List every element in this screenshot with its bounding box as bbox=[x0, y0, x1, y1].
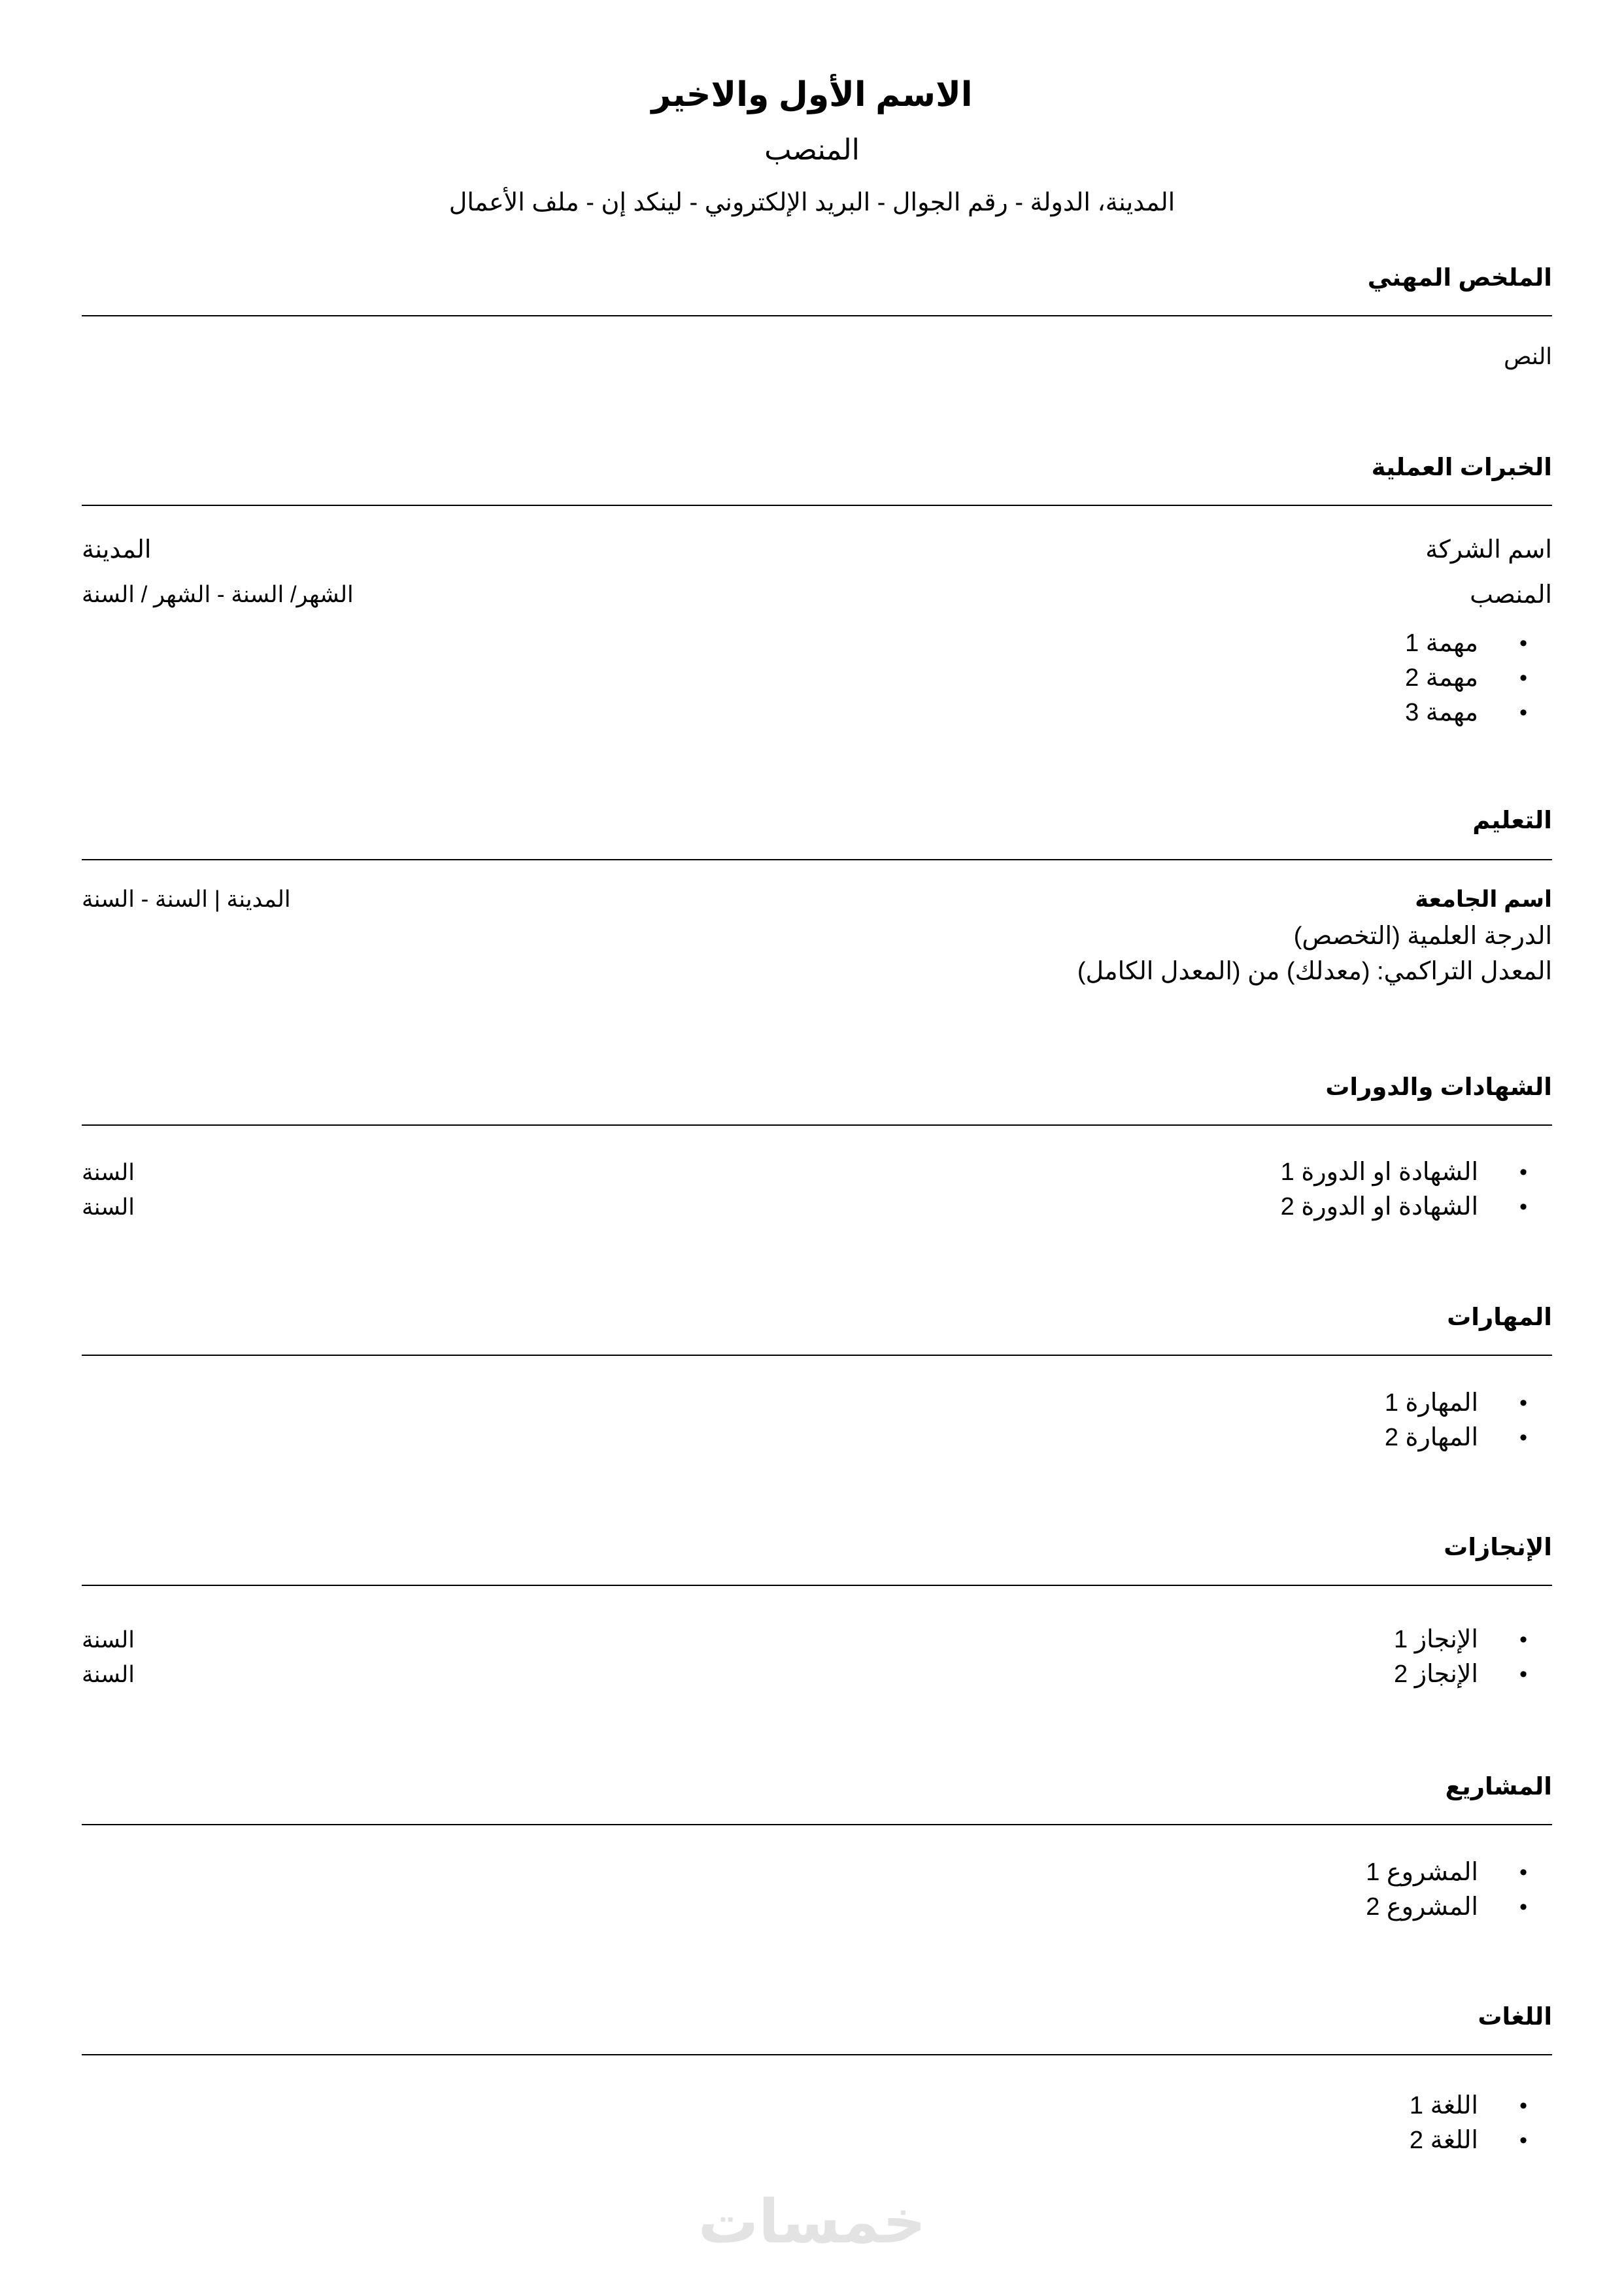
section-divider-education bbox=[82, 859, 1552, 860]
bullet-icon: • bbox=[1519, 700, 1527, 725]
achievement-year: السنة bbox=[82, 1662, 135, 1687]
achievement-year: السنة bbox=[82, 1627, 135, 1653]
task-text: مهمة 2 bbox=[1405, 664, 1478, 692]
list-item bbox=[1405, 696, 1527, 730]
language-text: اللغة 2 bbox=[1409, 2127, 1478, 2154]
bullet-icon: • bbox=[1519, 1895, 1527, 1919]
section-heading-languages: اللغات bbox=[1478, 2003, 1552, 2030]
education-degree: الدرجة العلمية (التخصص) bbox=[1293, 922, 1552, 950]
experience-city: المدينة bbox=[82, 536, 152, 564]
list-item bbox=[1394, 1657, 1527, 1692]
section-divider-skills bbox=[82, 1355, 1552, 1356]
section-heading-projects: المشاريع bbox=[1445, 1773, 1552, 1800]
section-divider-achievements bbox=[82, 1585, 1552, 1586]
list-item bbox=[1385, 1386, 1527, 1421]
experience-dates: الشهر/ السنة - الشهر / السنة bbox=[82, 582, 354, 607]
section-divider-experience bbox=[82, 505, 1552, 506]
section-divider-projects bbox=[82, 1824, 1552, 1825]
section-heading-skills: المهارات bbox=[1447, 1304, 1552, 1330]
experience-position: المنصب bbox=[1470, 581, 1552, 609]
skills-list bbox=[1385, 1386, 1527, 1455]
bullet-icon: • bbox=[1519, 2128, 1527, 2153]
achievements-list bbox=[1394, 1623, 1527, 1692]
summary-text: النص bbox=[1504, 344, 1552, 369]
list-item bbox=[1410, 2123, 1527, 2158]
achievements-years bbox=[82, 1623, 135, 1692]
list-item bbox=[1366, 1855, 1527, 1890]
resume-contact-line: المدينة، الدولة - رقم الجوال - البريد الإلكتروني - لينكد إن - ملف الأعمال bbox=[448, 189, 1176, 216]
resume-name: الاسم الأول والاخير bbox=[651, 76, 973, 114]
bullet-icon: • bbox=[1519, 1627, 1527, 1652]
task-text: مهمة 1 bbox=[1405, 630, 1478, 657]
list-item bbox=[1385, 1421, 1527, 1455]
bullet-icon: • bbox=[1519, 631, 1527, 656]
bullet-icon: • bbox=[1519, 1425, 1527, 1450]
language-text: اللغة 1 bbox=[1409, 2092, 1478, 2119]
section-heading-certifications: الشهادات والدورات bbox=[1325, 1073, 1552, 1100]
section-divider-certifications bbox=[82, 1124, 1552, 1126]
watermark-logo: خمسات bbox=[698, 2189, 926, 2255]
achievement-name: الإنجاز 2 bbox=[1394, 1661, 1478, 1688]
section-divider-languages bbox=[82, 2054, 1552, 2055]
languages-list bbox=[1410, 2089, 1527, 2158]
certification-year: السنة bbox=[82, 1160, 135, 1185]
section-heading-education: التعليم bbox=[1472, 807, 1552, 834]
section-heading-achievements: الإنجازات bbox=[1444, 1534, 1552, 1560]
certification-year: السنة bbox=[82, 1194, 135, 1220]
project-text: المشروع 1 bbox=[1366, 1859, 1478, 1886]
resume-job-title: المنصب bbox=[764, 134, 860, 166]
list-item bbox=[1410, 2089, 1527, 2123]
experience-task-list bbox=[1405, 626, 1527, 730]
task-text: مهمة 3 bbox=[1405, 699, 1478, 726]
certifications-list bbox=[1281, 1155, 1527, 1224]
bullet-icon: • bbox=[1519, 1160, 1527, 1185]
section-heading-experience: الخبرات العملية bbox=[1371, 454, 1552, 481]
bullet-icon: • bbox=[1519, 2093, 1527, 2118]
certification-name: الشهادة او الدورة 1 bbox=[1280, 1158, 1478, 1186]
bullet-icon: • bbox=[1519, 1391, 1527, 1415]
certifications-years bbox=[82, 1155, 135, 1224]
education-location-dates: المدينة | السنة - السنة bbox=[82, 886, 291, 912]
list-item bbox=[1281, 1155, 1527, 1190]
skill-text: المهارة 2 bbox=[1384, 1424, 1478, 1451]
experience-company: اسم الشركة bbox=[1425, 536, 1552, 564]
list-item bbox=[1394, 1623, 1527, 1657]
bullet-icon: • bbox=[1519, 1662, 1527, 1687]
bullet-icon: • bbox=[1519, 666, 1527, 690]
list-item bbox=[1405, 626, 1527, 661]
achievement-name: الإنجاز 1 bbox=[1394, 1626, 1478, 1653]
section-divider-summary bbox=[82, 315, 1552, 316]
certification-name: الشهادة او الدورة 2 bbox=[1280, 1193, 1478, 1221]
project-text: المشروع 2 bbox=[1366, 1893, 1478, 1921]
education-university: اسم الجامعة bbox=[1415, 886, 1552, 912]
projects-list bbox=[1366, 1855, 1527, 1925]
list-item bbox=[1366, 1890, 1527, 1925]
section-heading-summary: الملخص المهني bbox=[1367, 264, 1552, 291]
list-item bbox=[1281, 1190, 1527, 1224]
list-item bbox=[1405, 661, 1527, 696]
bullet-icon: • bbox=[1519, 1860, 1527, 1885]
bullet-icon: • bbox=[1519, 1194, 1527, 1219]
skill-text: المهارة 1 bbox=[1384, 1389, 1478, 1417]
education-gpa: المعدل التراكمي: (معدلك) من (المعدل الكامل) bbox=[1077, 958, 1552, 985]
